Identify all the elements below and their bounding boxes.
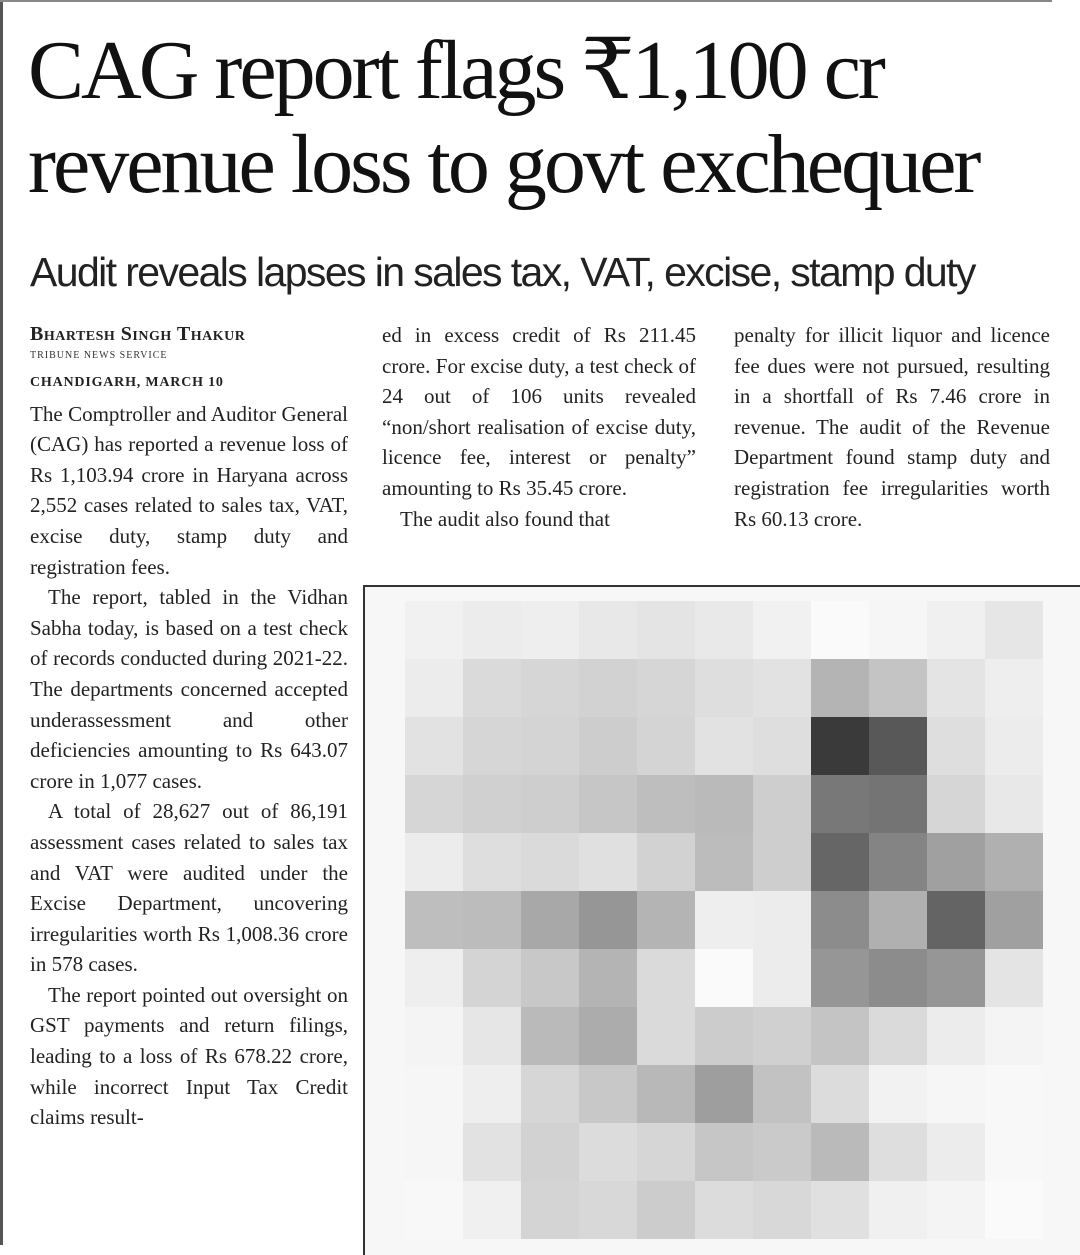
pixel-block (405, 1007, 463, 1065)
pixel-block (811, 601, 869, 659)
pixel-block (637, 601, 695, 659)
headline-line-2: revenue loss to govt exchequer (28, 118, 979, 211)
pixel-block (869, 775, 927, 833)
pixel-block (637, 775, 695, 833)
pixel-block (405, 949, 463, 1007)
pixel-block (927, 1181, 985, 1239)
byline-author: Bhartesh Singh Thakur (30, 323, 246, 345)
pixel-block (695, 891, 753, 949)
pixel-block (579, 1181, 637, 1239)
pixel-block (463, 659, 521, 717)
pixel-block (463, 717, 521, 775)
pixel-block (579, 717, 637, 775)
pixel-block (579, 601, 637, 659)
pixel-block (927, 1007, 985, 1065)
pixel-block (521, 949, 579, 1007)
pixel-block (985, 775, 1043, 833)
pixel-block (985, 1007, 1043, 1065)
pixel-block (579, 949, 637, 1007)
pixel-block (753, 1065, 811, 1123)
paragraph-2: The report, tabled in the Vidhan Sabha today, is based on a test check of records conducted during 2021-22. The departments concerned accepted underassessment and other deficiencies amounting to Rs 643.07 crore in 1,077 cases. (30, 585, 348, 793)
pixel-block (927, 659, 985, 717)
headline-line-1: CAG report flags ₹1,100 cr (28, 24, 883, 117)
pixel-block (405, 775, 463, 833)
pixel-block (521, 775, 579, 833)
pixel-block (753, 833, 811, 891)
pixel-block (463, 1065, 521, 1123)
pixel-block (521, 1007, 579, 1065)
pixel-block (869, 1007, 927, 1065)
pixel-block (695, 833, 753, 891)
pixel-block (869, 891, 927, 949)
pixel-block (927, 717, 985, 775)
pixel-block (985, 601, 1043, 659)
pixel-block (637, 659, 695, 717)
pixel-block (579, 891, 637, 949)
pixel-block (927, 775, 985, 833)
pixel-block (927, 949, 985, 1007)
pixel-block (637, 833, 695, 891)
pixel-block (811, 891, 869, 949)
paragraph-7: penalty for illicit liquor and licence fee dues were not pursued, resulting in a shortfall of Rs 7.46 crore in revenue. The audit of the Revenue Department found stamp duty and registration fee irregularities worth Rs 60.13 crore. (734, 323, 1050, 531)
pixel-block (405, 1065, 463, 1123)
pixel-block (927, 833, 985, 891)
pixel-block (869, 833, 927, 891)
pixel-block (579, 1123, 637, 1181)
pixel-block (405, 1123, 463, 1181)
pixel-block (811, 1065, 869, 1123)
page-border-left (0, 0, 3, 1245)
pixel-block (405, 717, 463, 775)
paragraph-5: ed in excess credit of Rs 211.45 crore. For excise duty, a test check of 24 out of 106 units revealed “non/short realisation of excise duty, licence fee, interest or penalty” amounting to Rs 35.45 crore. (382, 323, 696, 500)
pixel-block (869, 1123, 927, 1181)
pixel-block (927, 1065, 985, 1123)
article-column-1 (30, 320, 348, 1133)
pixel-block (521, 1181, 579, 1239)
pixel-block (521, 1123, 579, 1181)
article-column-2 (382, 320, 696, 534)
pixel-block (521, 891, 579, 949)
pixel-block (579, 833, 637, 891)
pixel-block (985, 1123, 1043, 1181)
pixel-block (695, 601, 753, 659)
pixel-block (579, 1007, 637, 1065)
pixel-block (869, 601, 927, 659)
pixel-block (463, 891, 521, 949)
pixel-block (985, 891, 1043, 949)
pixel-block (753, 949, 811, 1007)
pixel-block (695, 1181, 753, 1239)
pixel-block (463, 1181, 521, 1239)
pixel-block (579, 1065, 637, 1123)
pixel-block (637, 1123, 695, 1181)
pixel-block (521, 833, 579, 891)
pixel-block (637, 949, 695, 1007)
pixel-block (753, 601, 811, 659)
pixel-block (405, 833, 463, 891)
pixel-block (753, 1007, 811, 1065)
pixel-block (637, 717, 695, 775)
pixel-block (753, 775, 811, 833)
pixel-block (521, 601, 579, 659)
pixel-block (637, 1007, 695, 1065)
pixel-block (811, 659, 869, 717)
dateline: CHANDIGARH, MARCH 10 (30, 375, 224, 390)
paragraph-1-text: The Comptroller and Auditor General (CAG) has reported a revenue loss of Rs 1,103.94 crore in Haryana across 2,552 cases related to sales tax, VAT, excise duty, stamp duty and registration fees. (30, 401, 348, 579)
pixel-block (695, 775, 753, 833)
pixel-block (463, 775, 521, 833)
pixel-block (463, 1007, 521, 1065)
byline-service: TRIBUNE NEWS SERVICE (30, 350, 168, 361)
pixel-block (811, 1123, 869, 1181)
pixel-block (695, 949, 753, 1007)
pixel-block (985, 1181, 1043, 1239)
pixel-block (695, 1123, 753, 1181)
pixel-block (985, 659, 1043, 717)
pixel-block (869, 717, 927, 775)
pixel-block (405, 1181, 463, 1239)
pixel-block (811, 1181, 869, 1239)
article-column-3 (734, 320, 1050, 534)
pixel-block (811, 949, 869, 1007)
pixel-block (521, 659, 579, 717)
pixel-block (463, 1123, 521, 1181)
pixel-block (695, 717, 753, 775)
pixel-block (463, 949, 521, 1007)
pixel-block (637, 1065, 695, 1123)
pixel-block (869, 659, 927, 717)
pixel-block (753, 1123, 811, 1181)
page-border-top (0, 0, 1052, 2)
paragraph-4: The report pointed out oversight on GST payments and return filings, leading to a loss of Rs 678.22 crore, while incorrect Input Tax Credit claims result- (30, 982, 348, 1130)
pixel-block (695, 1065, 753, 1123)
pixel-block (521, 1065, 579, 1123)
pixel-block (811, 833, 869, 891)
pixel-block (753, 717, 811, 775)
pixelated-photo (363, 585, 1080, 1255)
pixel-block (927, 891, 985, 949)
pixel-block (463, 833, 521, 891)
pixel-block (463, 601, 521, 659)
pixel-block (869, 1181, 927, 1239)
pixel-block (985, 717, 1043, 775)
pixel-block (405, 659, 463, 717)
paragraph-6: The audit also found that (400, 506, 610, 531)
pixel-block (869, 949, 927, 1007)
pixel-block (985, 1065, 1043, 1123)
pixel-block (927, 601, 985, 659)
pixel-block (985, 833, 1043, 891)
paragraph-3: A total of 28,627 out of 86,191 assessment cases related to sales tax and VAT were audited under the Excise Department, uncovering irregularities worth Rs 1,008.36 crore in 578 cases. (30, 799, 348, 977)
pixel-block (753, 659, 811, 717)
pixel-block (695, 1007, 753, 1065)
pixel-block (637, 1181, 695, 1239)
pixel-block (753, 1181, 811, 1239)
pixel-block (579, 659, 637, 717)
pixel-block (579, 775, 637, 833)
pixel-block (811, 775, 869, 833)
pixel-block (811, 1007, 869, 1065)
pixel-block (521, 717, 579, 775)
pixel-block (405, 891, 463, 949)
pixel-block (695, 659, 753, 717)
pixel-block (927, 1123, 985, 1181)
pixel-block (869, 1065, 927, 1123)
pixel-block (753, 891, 811, 949)
pixel-block (405, 601, 463, 659)
pixel-block (811, 717, 869, 775)
headline (28, 24, 1068, 212)
pixel-block (985, 949, 1043, 1007)
pixel-block (637, 891, 695, 949)
paragraph-1 (30, 364, 348, 582)
subheadline: Audit reveals lapses in sales tax, VAT, excise, stamp duty (30, 249, 975, 295)
